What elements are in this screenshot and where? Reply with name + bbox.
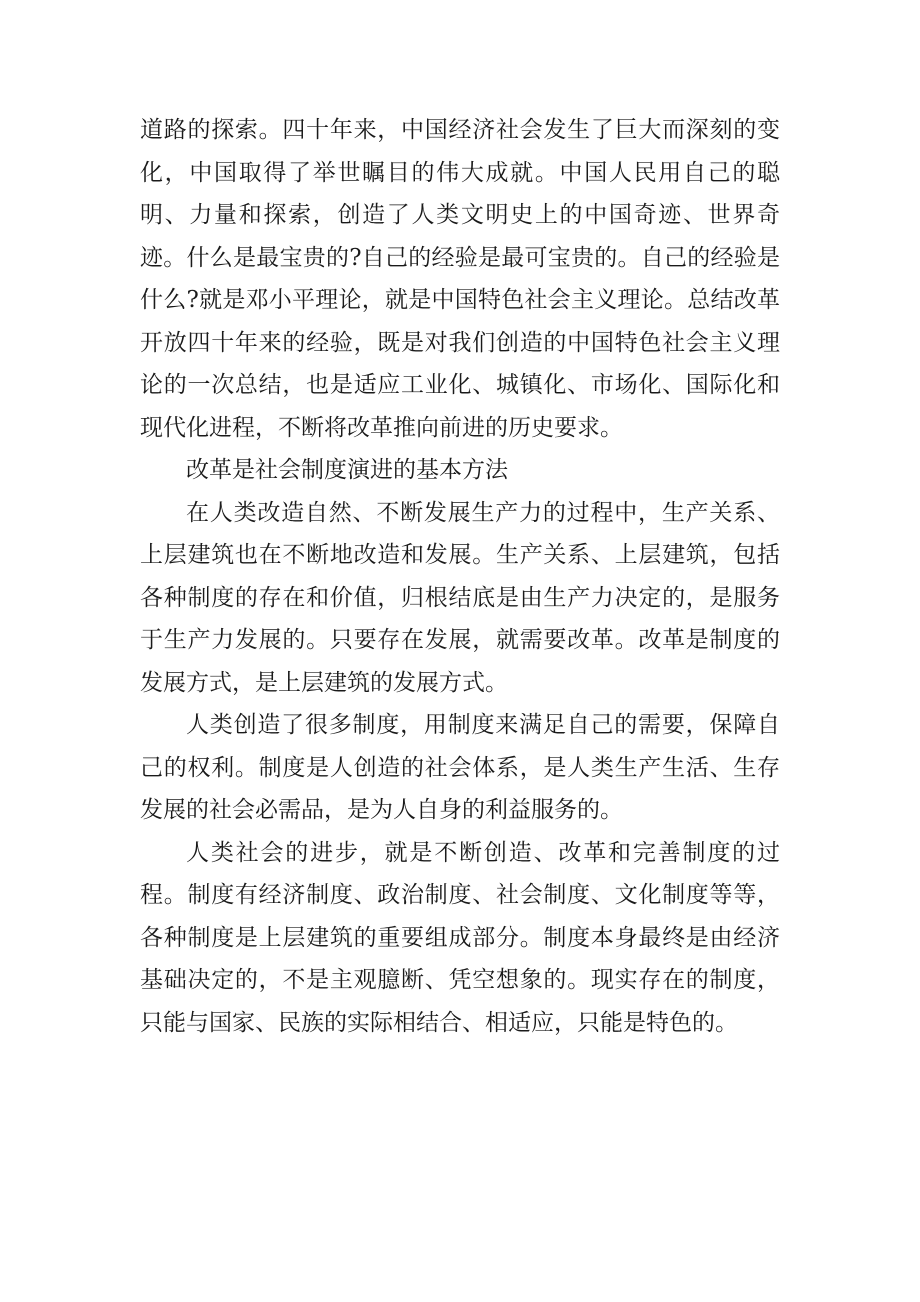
section-heading: 改革是社会制度演进的基本方法 [186, 457, 508, 483]
paragraph-continuation: 道路的探索。四十年来，中国经济社会发生了巨大而深刻的变化，中国取得了举世瞩目的伟大成就。中国人民用自己的聪明、力量和探索，创造了人类文明史上的中国奇迹、世界奇迹。什么是最宝贵的?自己的经验是最可宝贵的。自己的经验是什么?就是邓小平理论，就是中国特色社会主义理论。总结改革开放四十年来的经验，既是对我们创造的中国特色社会主义理论的一次总结，也是适应工业化、城镇化、市场化、国际化和现代化进程，不断将改革推向前进的历史要求。 [140, 117, 780, 441]
paragraph: 人类创造了很多制度，用制度来满足自己的需要，保障自己的权利。制度是人创造的社会体系，是人类生产生活、生存发展的社会必需品，是为人自身的利益服务的。 [140, 712, 780, 823]
paragraph: 人类社会的进步，就是不断创造、改革和完善制度的过程。制度有经济制度、政治制度、社会制度、文化制度等等，各种制度是上层建筑的重要组成部分。制度本身最终是由经济基础决定的，不是主观臆断、凭空想象的。现实存在的制度，只能与国家、民族的实际相结合、相适应，只能是特色的。 [140, 839, 780, 1036]
paragraph: 在人类改造自然、不断发展生产力的过程中，生产关系、上层建筑也在不断地改造和发展。生产关系、上层建筑，包括各种制度的存在和价值，归根结底是由生产力决定的，是服务于生产力发展的。只要存在发展，就需要改革。改革是制度的发展方式，是上层建筑的发展方式。 [140, 499, 780, 696]
document-body [140, 109, 780, 1044]
